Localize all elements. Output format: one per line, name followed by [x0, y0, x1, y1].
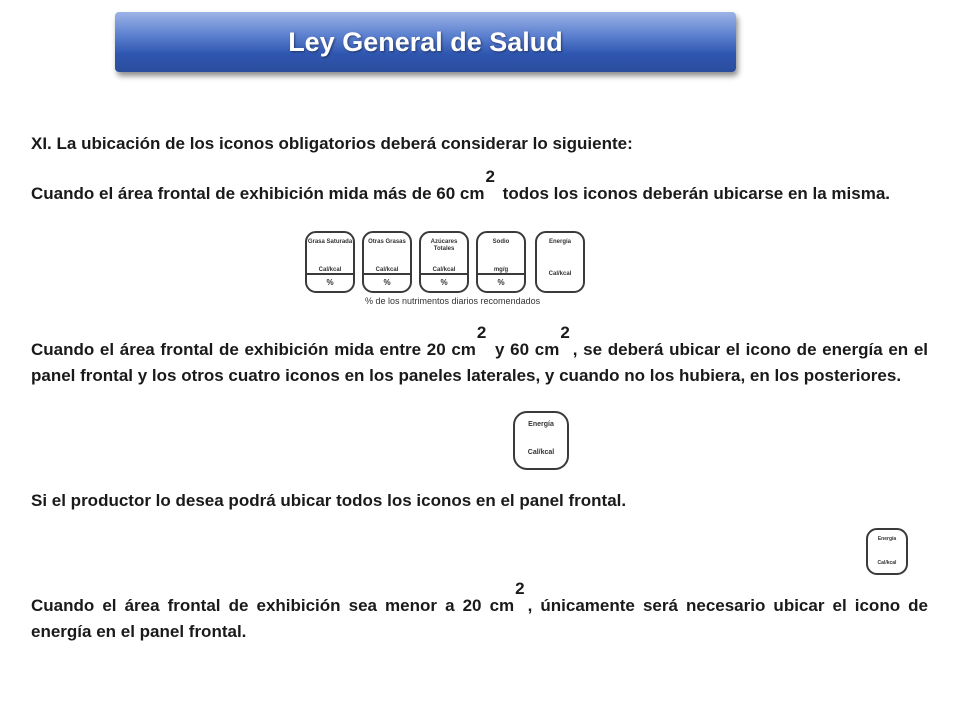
rule1-text-a: Cuando el área frontal de exhibición mida más de 60 cm — [31, 184, 485, 203]
icon-percent: % — [421, 273, 467, 291]
sodium-icon — [476, 231, 526, 293]
saturated-fat-icon — [305, 231, 355, 293]
other-fats-icon — [362, 231, 412, 293]
icon-unit: mg/g — [493, 267, 509, 273]
icon-unit: Cal/kcal — [527, 449, 555, 456]
icon-unit: Cal/kcal — [432, 267, 456, 273]
total-sugars-icon — [419, 231, 469, 293]
rule2-text-a: Cuando el área frontal de exhibición mida entre 20 cm — [31, 340, 476, 359]
icon-unit: Cal/kcal — [375, 267, 399, 273]
rule2-superscript-b: 2 — [560, 323, 570, 342]
energy-icon — [535, 231, 585, 293]
icon-unit: Cal/kcal — [877, 560, 897, 566]
icon-name: Grasa Saturada — [307, 239, 353, 245]
rule4-text-b: , únicamente será necesario ubicar el icono de energía en el panel frontal. — [31, 596, 928, 641]
rule1-superscript: 2 — [485, 167, 495, 186]
rule1-text-b: todos los iconos deberán ubicarse en la misma. — [497, 184, 891, 203]
rule-paragraph-3: Si el productor lo desea podrá ubicar todos los iconos en el panel frontal. — [31, 491, 627, 510]
icon-percent: % — [364, 273, 410, 291]
title-banner — [115, 12, 736, 72]
rule2-text-c: , se deberá ubicar el icono de energía en el panel frontal y los otros cuatro iconos en los paneles laterales, y cuando no los hubiera, en los posteriores. — [31, 340, 928, 385]
icon-name: Energía — [528, 421, 554, 428]
page-title: Ley General de Salud — [288, 26, 563, 57]
icon-name: Energía — [877, 536, 897, 542]
energy-icon-small — [866, 528, 908, 575]
icon-name: Azúcares Totales — [430, 239, 458, 252]
icon-percent: % — [478, 273, 524, 291]
rule4-superscript: 2 — [515, 579, 525, 598]
icon-percent: % — [307, 273, 353, 291]
intro-paragraph: XI. La ubicación de los iconos obligatorios deberá considerar lo siguiente: — [31, 134, 633, 153]
icon-unit: Cal/kcal — [318, 267, 342, 273]
icon-unit: Cal/kcal — [548, 271, 572, 277]
icon-name: Energía — [548, 239, 571, 245]
icons-caption: % de los nutrimentos diarios recomendados — [365, 296, 541, 306]
rule2-text-b: y 60 cm — [489, 340, 560, 359]
rule2-superscript-a: 2 — [476, 323, 487, 342]
icon-name: Sodio — [492, 239, 510, 245]
icon-name: Otras Grasas — [368, 239, 406, 245]
rule-paragraph-4 — [31, 579, 928, 645]
rule-paragraph-2 — [31, 323, 928, 389]
nutrition-icons-row — [305, 231, 590, 311]
rule-paragraph-1 — [31, 167, 928, 207]
energy-icon-medium — [513, 411, 569, 470]
rule4-text-a: Cuando el área frontal de exhibición sea menor a 20 cm — [31, 596, 515, 615]
